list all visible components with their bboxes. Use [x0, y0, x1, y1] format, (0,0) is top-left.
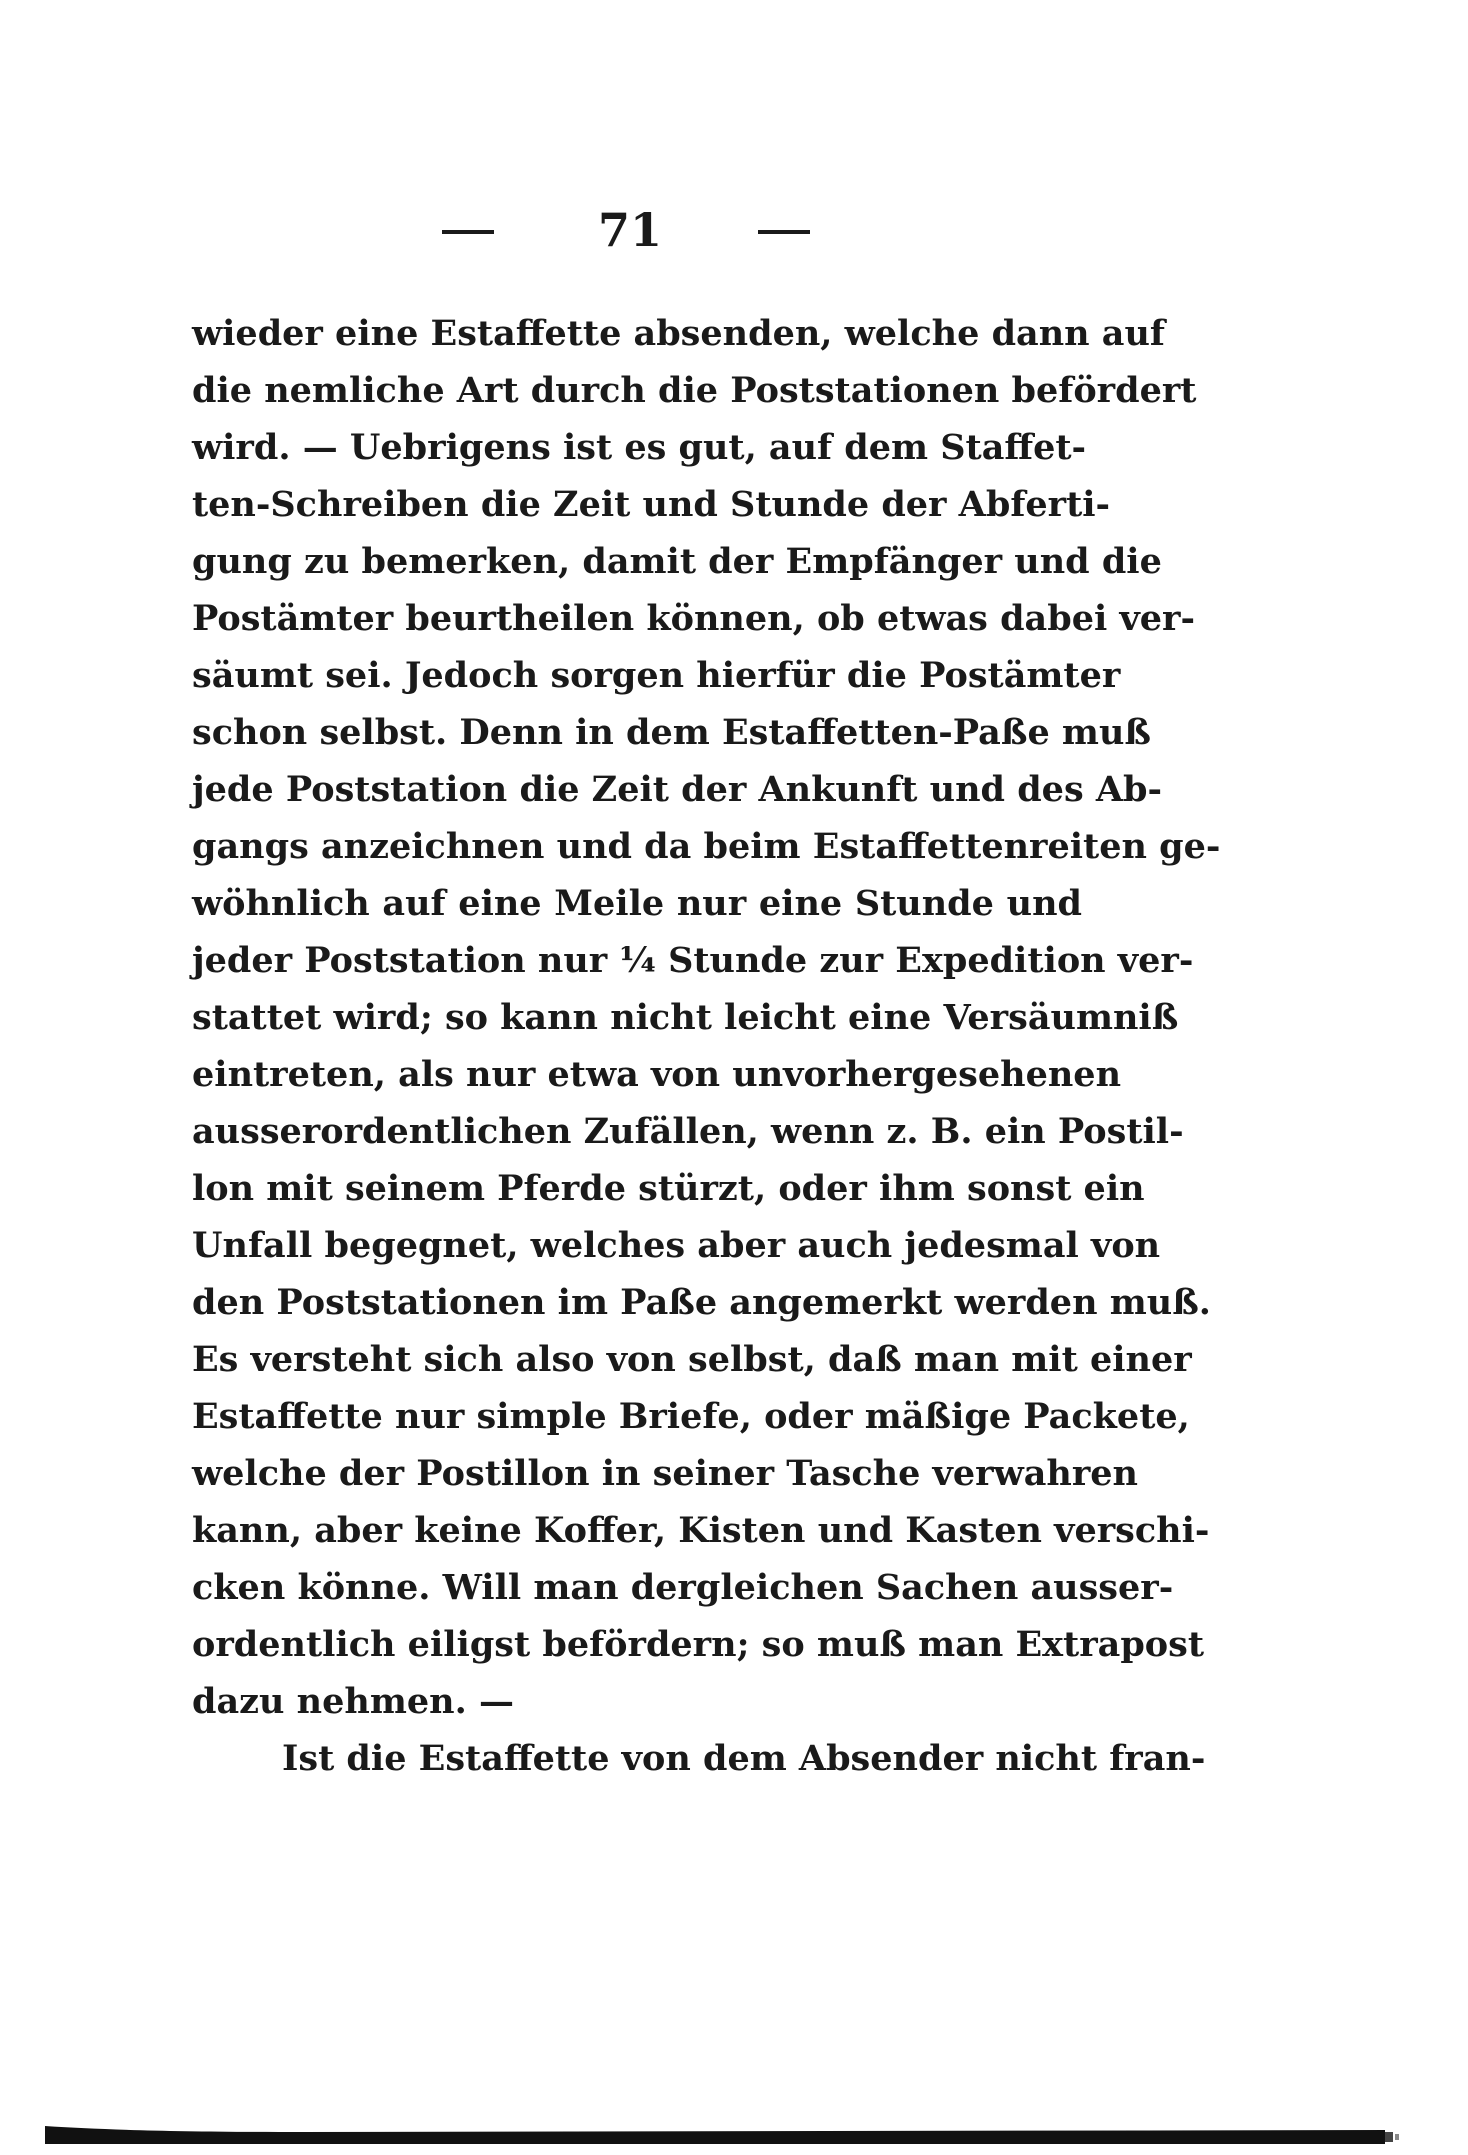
page-edge-shadow-graphic	[45, 2120, 1405, 2146]
text-line: kann, aber keine Koffer, Kisten und Kasten verschi-	[192, 1510, 1210, 1551]
text-line: den Poststationen im Paße angemerkt werden muß.	[192, 1282, 1211, 1323]
text-line: säumt sei. Jedoch sorgen hierfür die Postämter	[192, 655, 1121, 696]
body-text	[192, 305, 1221, 1787]
text-line: gangs anzeichnen und da beim Estaffettenreiten ge-	[192, 826, 1221, 867]
text-line: jeder Poststation nur ¼ Stunde zur Expedition ver-	[192, 940, 1194, 981]
new-paragraph-line: Ist die Estaffette von dem Absender nicht fran-	[282, 1738, 1206, 1779]
text-line: schon selbst. Denn in dem Estaffetten-Paße muß	[192, 712, 1151, 753]
text-line: wird. — Uebrigens ist es gut, auf dem Staffet-	[192, 427, 1087, 468]
text-line: ten-Schreiben die Zeit und Stunde der Abferti-	[192, 484, 1111, 525]
text-line: welche der Postillon in seiner Tasche verwahren	[192, 1453, 1139, 1494]
text-line: Es versteht sich also von selbst, daß man mit einer	[192, 1339, 1192, 1380]
text-line: lon mit seinem Pferde stürzt, oder ihm sonst ein	[192, 1168, 1145, 1209]
text-line: Unfall begegnet, welches aber auch jedesmal von	[192, 1225, 1161, 1266]
text-line: Estaffette nur simple Briefe, oder mäßige Packete,	[192, 1396, 1190, 1437]
text-line: eintreten, als nur etwa von unvorhergesehenen	[192, 1054, 1122, 1095]
page-header	[0, 200, 1468, 260]
paragraph-end-line: dazu nehmen. —	[192, 1681, 514, 1722]
header-right-dash	[758, 230, 810, 234]
text-line: ordentlich eiligst befördern; so muß man Extrapost	[192, 1624, 1205, 1665]
header-left-dash	[442, 230, 494, 234]
text-line: wöhnlich auf eine Meile nur eine Stunde und	[192, 883, 1082, 924]
text-line: Postämter beurtheilen können, ob etwas dabei ver-	[192, 598, 1196, 639]
text-line: die nemliche Art durch die Poststationen befördert	[192, 370, 1197, 411]
text-line: jede Poststation die Zeit der Ankunft und des Ab-	[192, 769, 1162, 810]
text-line: cken könne. Will man dergleichen Sachen ausser-	[192, 1567, 1174, 1608]
text-line: wieder eine Estaffette absenden, welche dann auf	[192, 313, 1165, 354]
text-line: gung zu bemerken, damit der Empfänger und die	[192, 541, 1162, 582]
page-number: 71	[597, 203, 662, 257]
page-edge-shadow	[45, 2120, 1405, 2146]
text-line: stattet wird; so kann nicht leicht eine Versäumniß	[192, 997, 1179, 1038]
text-line: ausserordentlichen Zufällen, wenn z. B. ein Postil-	[192, 1111, 1184, 1152]
